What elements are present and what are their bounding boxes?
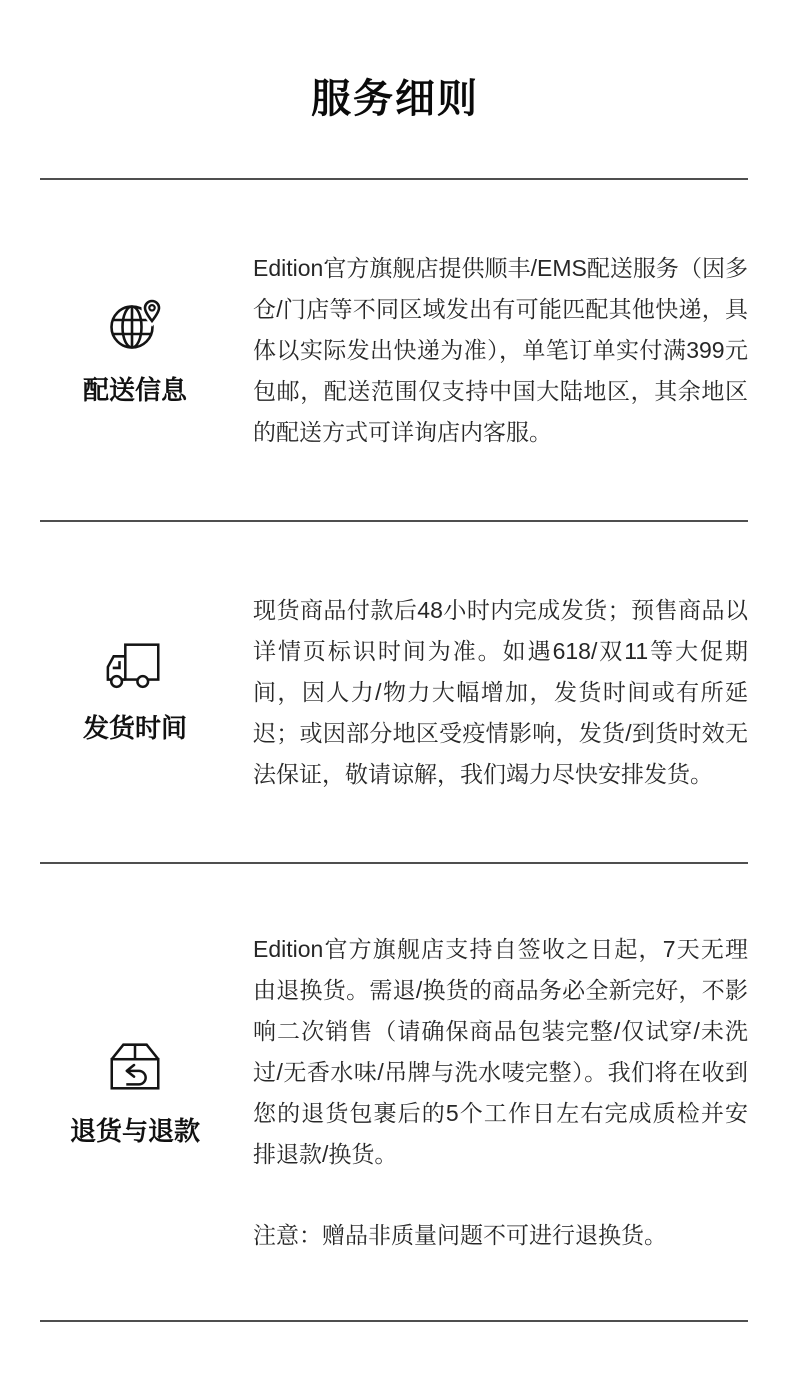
paragraph: Edition官方旗舰店支持自签收之日起，7天无理由退换货。需退/换货的商品务必全新完好，不影响二次销售（请确保商品包装完整/仅试穿/未洗过/无香水味/吊牌与洗水唛完整）。我们将在收到您的退货包裹后的5个工作日左右完成质检并安排退款/换货。: [253, 935, 748, 1167]
section-delivery-time-text: [253, 590, 748, 795]
section-delivery-time-label: 发货时间: [82, 712, 187, 743]
section-returns-refunds-text: [253, 929, 748, 1256]
section-shipping-info-text: [253, 248, 748, 453]
note-paragraph: 注意：赠品非质量问题不可进行退换货。: [253, 1221, 667, 1248]
section-returns-refunds-header: [40, 1037, 230, 1148]
globe-location-pin-icon: [105, 294, 165, 354]
section-returns-refunds: [40, 862, 748, 1322]
section-shipping-info-label: 配送信息: [82, 374, 187, 405]
section-shipping-info: [40, 178, 748, 520]
page-title: 服务细则: [311, 77, 479, 121]
paragraph: Edition官方旗舰店提供顺丰/EMS配送服务（因多仓/门店等不同区域发出有可能匹配其他快递，具体以实际发出快递为准），单笔订单实付满399元包邮，配送范围仅支持中国大陆地区，其余地区的配送方式可详询店内客服。: [253, 254, 748, 445]
delivery-truck-clock-icon: [104, 640, 166, 692]
return-box-arrow-icon: [104, 1037, 166, 1095]
sections-container: [40, 178, 748, 1322]
section-delivery-time-header: [40, 640, 230, 745]
section-delivery-time: [40, 520, 748, 862]
paragraph: 现货商品付款后48小时内完成发货；预售商品以详情页标识时间为准。如遇618/双11等大促期间，因人力/物力大幅增加，发货时间或有所延迟；或因部分地区受疫情影响，发货/到货时效无法保证，敬请谅解，我们竭力尽快安排发货。: [253, 596, 748, 787]
section-shipping-info-header: [40, 294, 230, 407]
section-returns-refunds-label: 退货与退款: [69, 1115, 200, 1146]
